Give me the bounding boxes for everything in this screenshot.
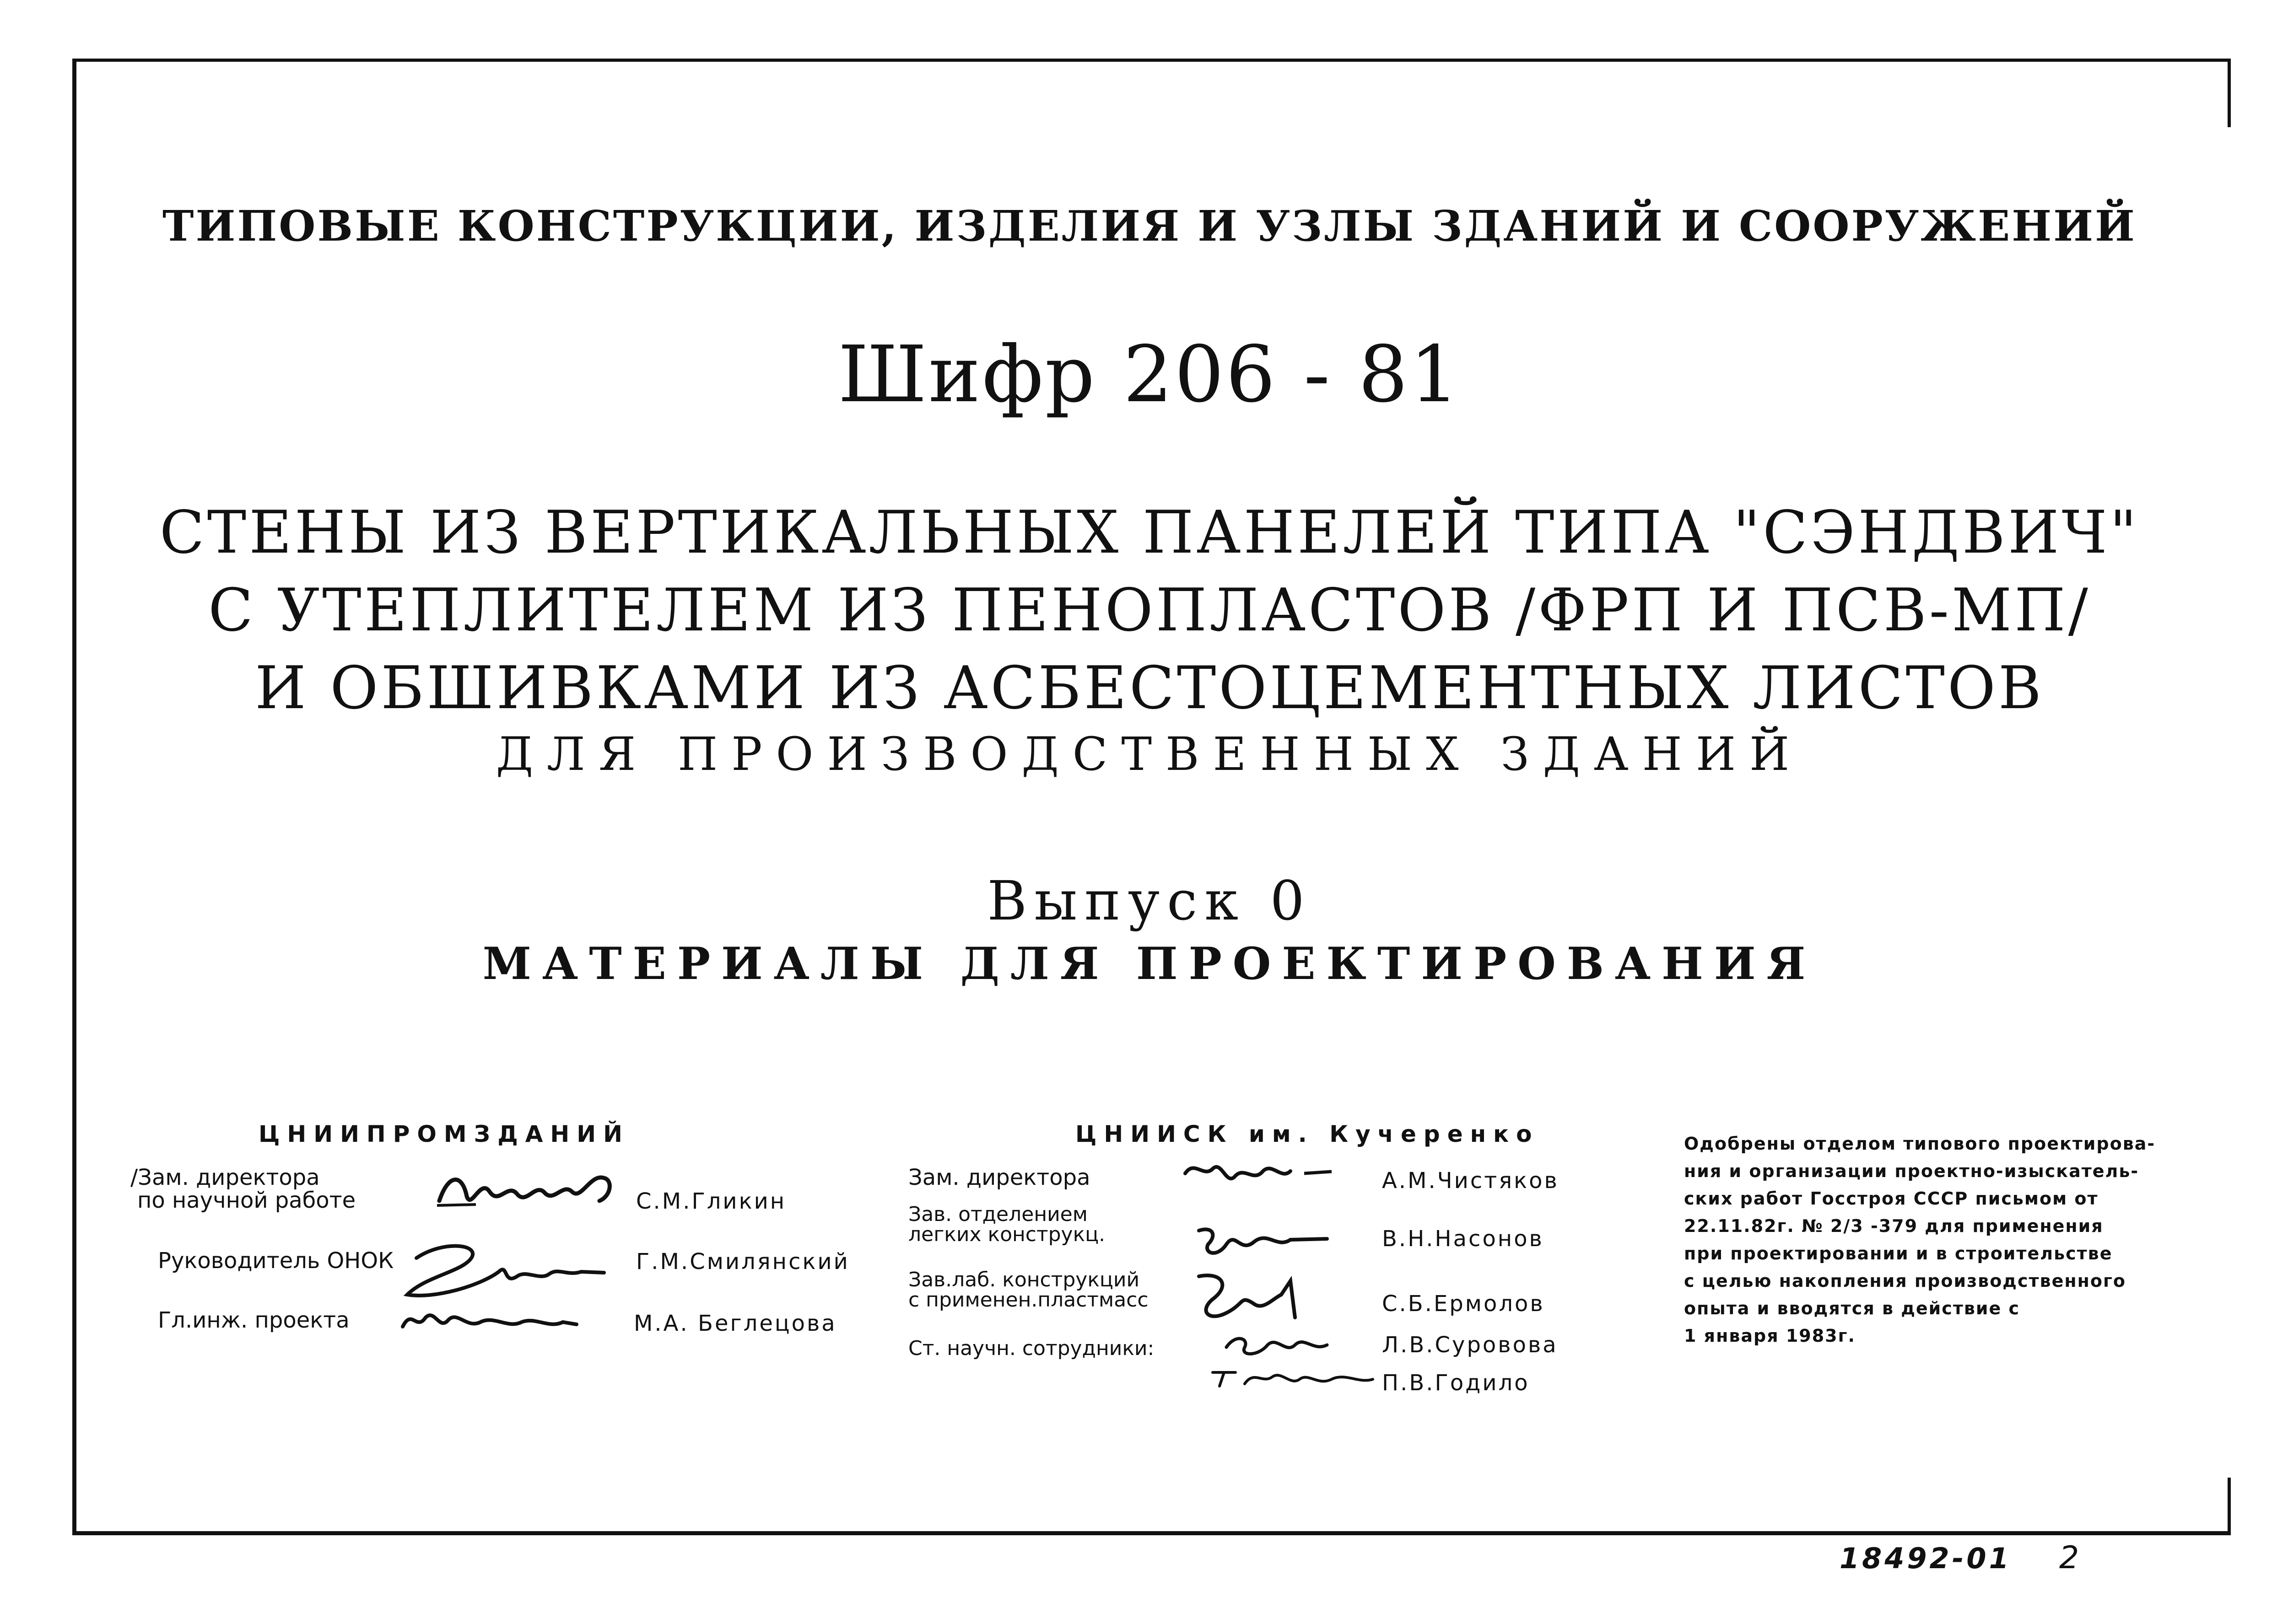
org-left-role-3: Гл.инж. проекта [158, 1307, 350, 1333]
sheet-number: 18492-01 [1840, 1542, 2012, 1575]
series-title: ТИПОВЫЕ КОНСТРУКЦИИ, ИЗДЕЛИЯ И УЗЛЫ ЗДАНИЙ И СООРУЖЕНИЙ [162, 201, 2137, 251]
frame-edge-bottom-right [2228, 1478, 2231, 1535]
org-middle-role-3b: с применен.пластмасс [908, 1288, 1149, 1312]
person-godilo: П.В.Годило [1382, 1370, 1530, 1396]
signature-smilyansky [389, 1231, 609, 1310]
approval-line: ских работ Госстроя СССР письмом от [1684, 1188, 2099, 1209]
signature-nasonov [1190, 1217, 1336, 1269]
title-line-2: С УТЕПЛИТЕЛЕМ ИЗ ПЕНОПЛАСТОВ /ФРП И ПСВ-МП/ [208, 576, 2091, 645]
org-middle-name: ЦНИИСК им. Кучеренко [1075, 1121, 1539, 1147]
title-line-4: ДЛЯ ПРОИЗВОДСТВЕННЫХ ЗДАНИЙ [496, 727, 1803, 781]
issue-subtitle: МАТЕРИАЛЫ ДЛЯ ПРОЕКТИРОВАНИЯ [482, 938, 1817, 989]
person-nasonov: В.Н.Насонов [1382, 1226, 1544, 1252]
org-left-role-2: Руководитель ОНОК [158, 1248, 394, 1274]
org-middle-role-2a: Зав. отделением [908, 1203, 1088, 1226]
org-left-name: ЦНИИПРОМЗДАНИЙ [259, 1121, 630, 1147]
title-line-1: СТЕНЫ ИЗ ВЕРТИКАЛЬНЫХ ПАНЕЛЕЙ ТИПА "СЭНДВИЧ" [159, 499, 2140, 567]
page-number: 2 [2059, 1540, 2079, 1576]
approval-line: с целью накопления производственного [1684, 1271, 2126, 1291]
org-middle-role-1: Зам. директора [908, 1165, 1090, 1190]
org-middle-role-3a: Зав.лаб. конструкций [908, 1268, 1140, 1291]
signature-ermolov [1181, 1267, 1318, 1328]
approval-line: ния и организации проектно-изыскатель- [1684, 1161, 2139, 1181]
person-smilyansky: Г.М.Смилянский [636, 1249, 850, 1274]
person-ermolov: С.Б.Ермолов [1382, 1291, 1545, 1317]
approval-line: 1 января 1983г. [1684, 1326, 1856, 1346]
approval-note [1684, 1130, 2206, 1350]
org-left-role-1a: /Зам. директора [130, 1165, 320, 1190]
approval-line: при проектировании и в строительстве [1684, 1243, 2113, 1264]
org-middle-role-2b: легких конструкц. [908, 1223, 1106, 1246]
person-chistyakov: А.М.Чистяков [1382, 1168, 1559, 1194]
document-code: Шифр 206 - 81 [838, 329, 1461, 420]
signature-surovova [1217, 1329, 1354, 1363]
approval-line: Одобрены отделом типового проектирова- [1684, 1134, 2156, 1154]
person-begletsova: М.А. Беглецова [634, 1311, 837, 1336]
signature-chistyakov [1181, 1155, 1345, 1198]
signature-begletsova [398, 1304, 581, 1338]
signature-glikin [435, 1164, 627, 1216]
org-left-role-1b: по научной работе [137, 1188, 356, 1213]
frame-edge-top-right [2228, 59, 2231, 127]
approval-line: опыта и вводятся в действие с [1684, 1298, 2020, 1318]
person-surovova: Л.В.Суровова [1382, 1332, 1558, 1358]
issue-label: Выпуск 0 [987, 869, 1312, 932]
title-line-3: И ОБШИВКАМИ ИЗ АСБЕСТОЦЕМЕНТНЫХ ЛИСТОВ [255, 654, 2044, 722]
approval-line: 22.11.82г. № 2/3 -379 для применения [1684, 1216, 2104, 1236]
person-glikin: С.М.Гликин [636, 1188, 787, 1214]
signature-godilo [1208, 1363, 1382, 1393]
org-middle-role-4: Ст. научн. сотрудники: [908, 1337, 1155, 1360]
